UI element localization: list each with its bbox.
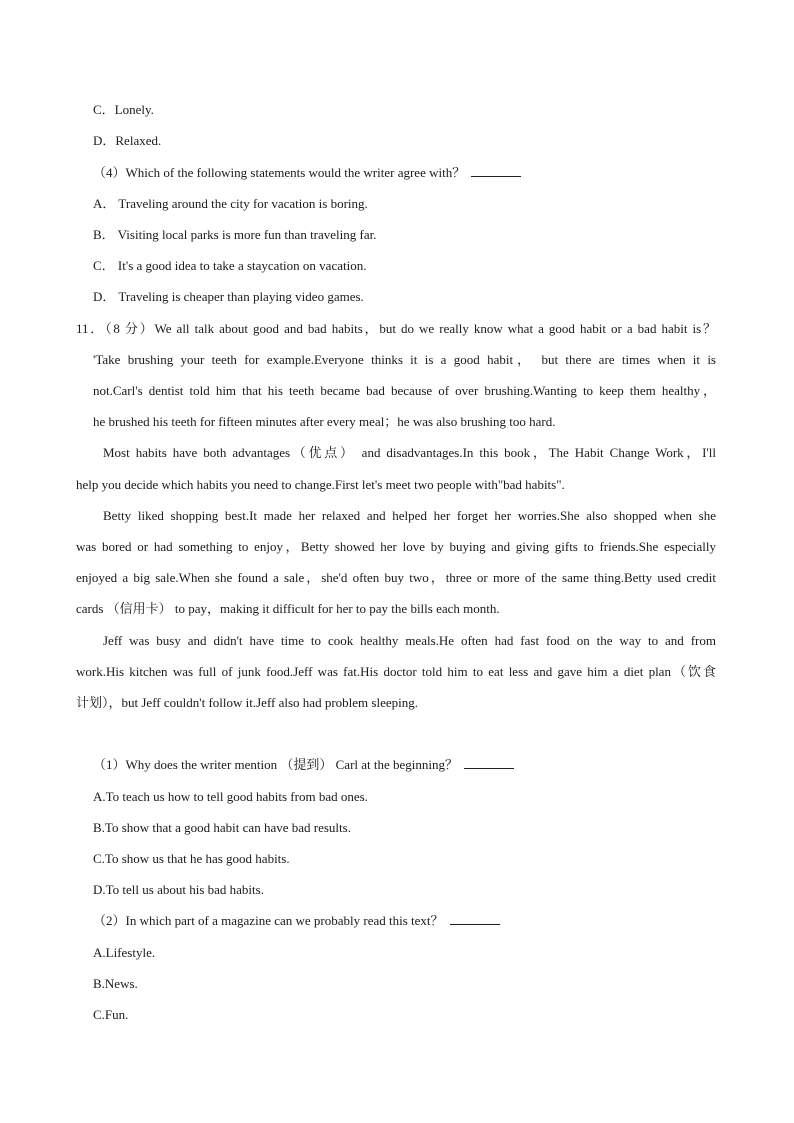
q11-para3-line-2: was bored or had something to enjoy，Betty showed her love by buying and giving gifts to friends.She especially <box>76 539 716 554</box>
q11-para4-line-1: Jeff was busy and didn't have time to cook healthy meals.He often had fast food on the way to and from <box>103 633 716 648</box>
q11-intro-line-3: not.Carl's dentist told him that his teeth became bad because of over brushing.Wanting to keep them healthy， <box>93 383 716 398</box>
q11-para3-line-4: cards （信用卡） to pay，making it difficult for her to pay the bills each month. <box>76 601 500 616</box>
q11-1-option-d: D.To tell us about his bad habits. <box>93 882 264 897</box>
answer-blank[interactable] <box>450 912 500 925</box>
q11-para3-line-1: Betty liked shopping best.It made her relaxed and helped her forget her worries.She also shopped when she <box>103 508 716 523</box>
q11-1-question <box>93 756 514 774</box>
q11-2-option-c: C.Fun. <box>93 1007 129 1022</box>
q11-1-option-b: B.To show that a good habit can have bad results. <box>93 820 351 835</box>
q10-4-option-c: C． It's a good idea to take a staycation on vacation. <box>93 258 367 273</box>
q11-2-option-b: B.News. <box>93 976 138 991</box>
question-text: （1）Why does the writer mention （提到） Carl at the beginning？ <box>93 757 459 772</box>
answer-blank[interactable] <box>464 756 514 769</box>
q11-1-option-a: A.To teach us how to tell good habits from bad ones. <box>93 789 368 804</box>
q11-intro-line-1: 11．（8 分）We all talk about good and bad habits，but do we really know what a good habit or a bad habit is？ <box>76 321 716 336</box>
q11-para4-line-3: 计划），but Jeff couldn't follow it.Jeff also had problem sleeping. <box>76 695 418 710</box>
question-text: （4）Which of the following statements would the writer agree with？ <box>93 165 466 180</box>
answer-blank[interactable] <box>471 164 521 177</box>
q10-4-option-d: D． Traveling is cheaper than playing video games. <box>93 289 364 304</box>
q10-4-option-b: B． Visiting local parks is more fun than traveling far. <box>93 227 377 242</box>
q11-intro-line-2: 'Take brushing your teeth for example.Everyone thinks it is a good habit， but there are times when it is <box>93 352 716 367</box>
q10-4-question <box>93 164 521 182</box>
q10-option-d: D．Relaxed. <box>93 133 162 148</box>
q10-4-option-a: A． Traveling around the city for vacation is boring. <box>93 196 368 211</box>
q11-2-option-a: A.Lifestyle. <box>93 945 156 960</box>
q11-para2-line-1: Most habits have both advantages（优点） and disadvantages.In this book，The Habit Change Work，I'll <box>103 445 716 460</box>
question-text: （2）In which part of a magazine can we probably read this text？ <box>93 913 444 928</box>
q11-1-option-c: C.To show us that he has good habits. <box>93 851 290 866</box>
q11-2-question <box>93 912 500 930</box>
q10-option-c: C．Lonely. <box>93 102 154 117</box>
q11-para4-line-2: work.His kitchen was full of junk food.Jeff was fat.His doctor told him to eat less and gave him a diet plan（饮食 <box>76 664 716 679</box>
q11-para3-line-3: enjoyed a big sale.When she found a sale，she'd often buy two，three or more of the same thing.Betty used credit <box>76 570 716 585</box>
q11-para2-line-2: help you decide which habits you need to change.First let's meet two people with"bad habits". <box>76 477 565 492</box>
q11-intro-line-4: he brushed his teeth for fifteen minutes after every meal；he was also brushing too hard. <box>93 414 556 429</box>
